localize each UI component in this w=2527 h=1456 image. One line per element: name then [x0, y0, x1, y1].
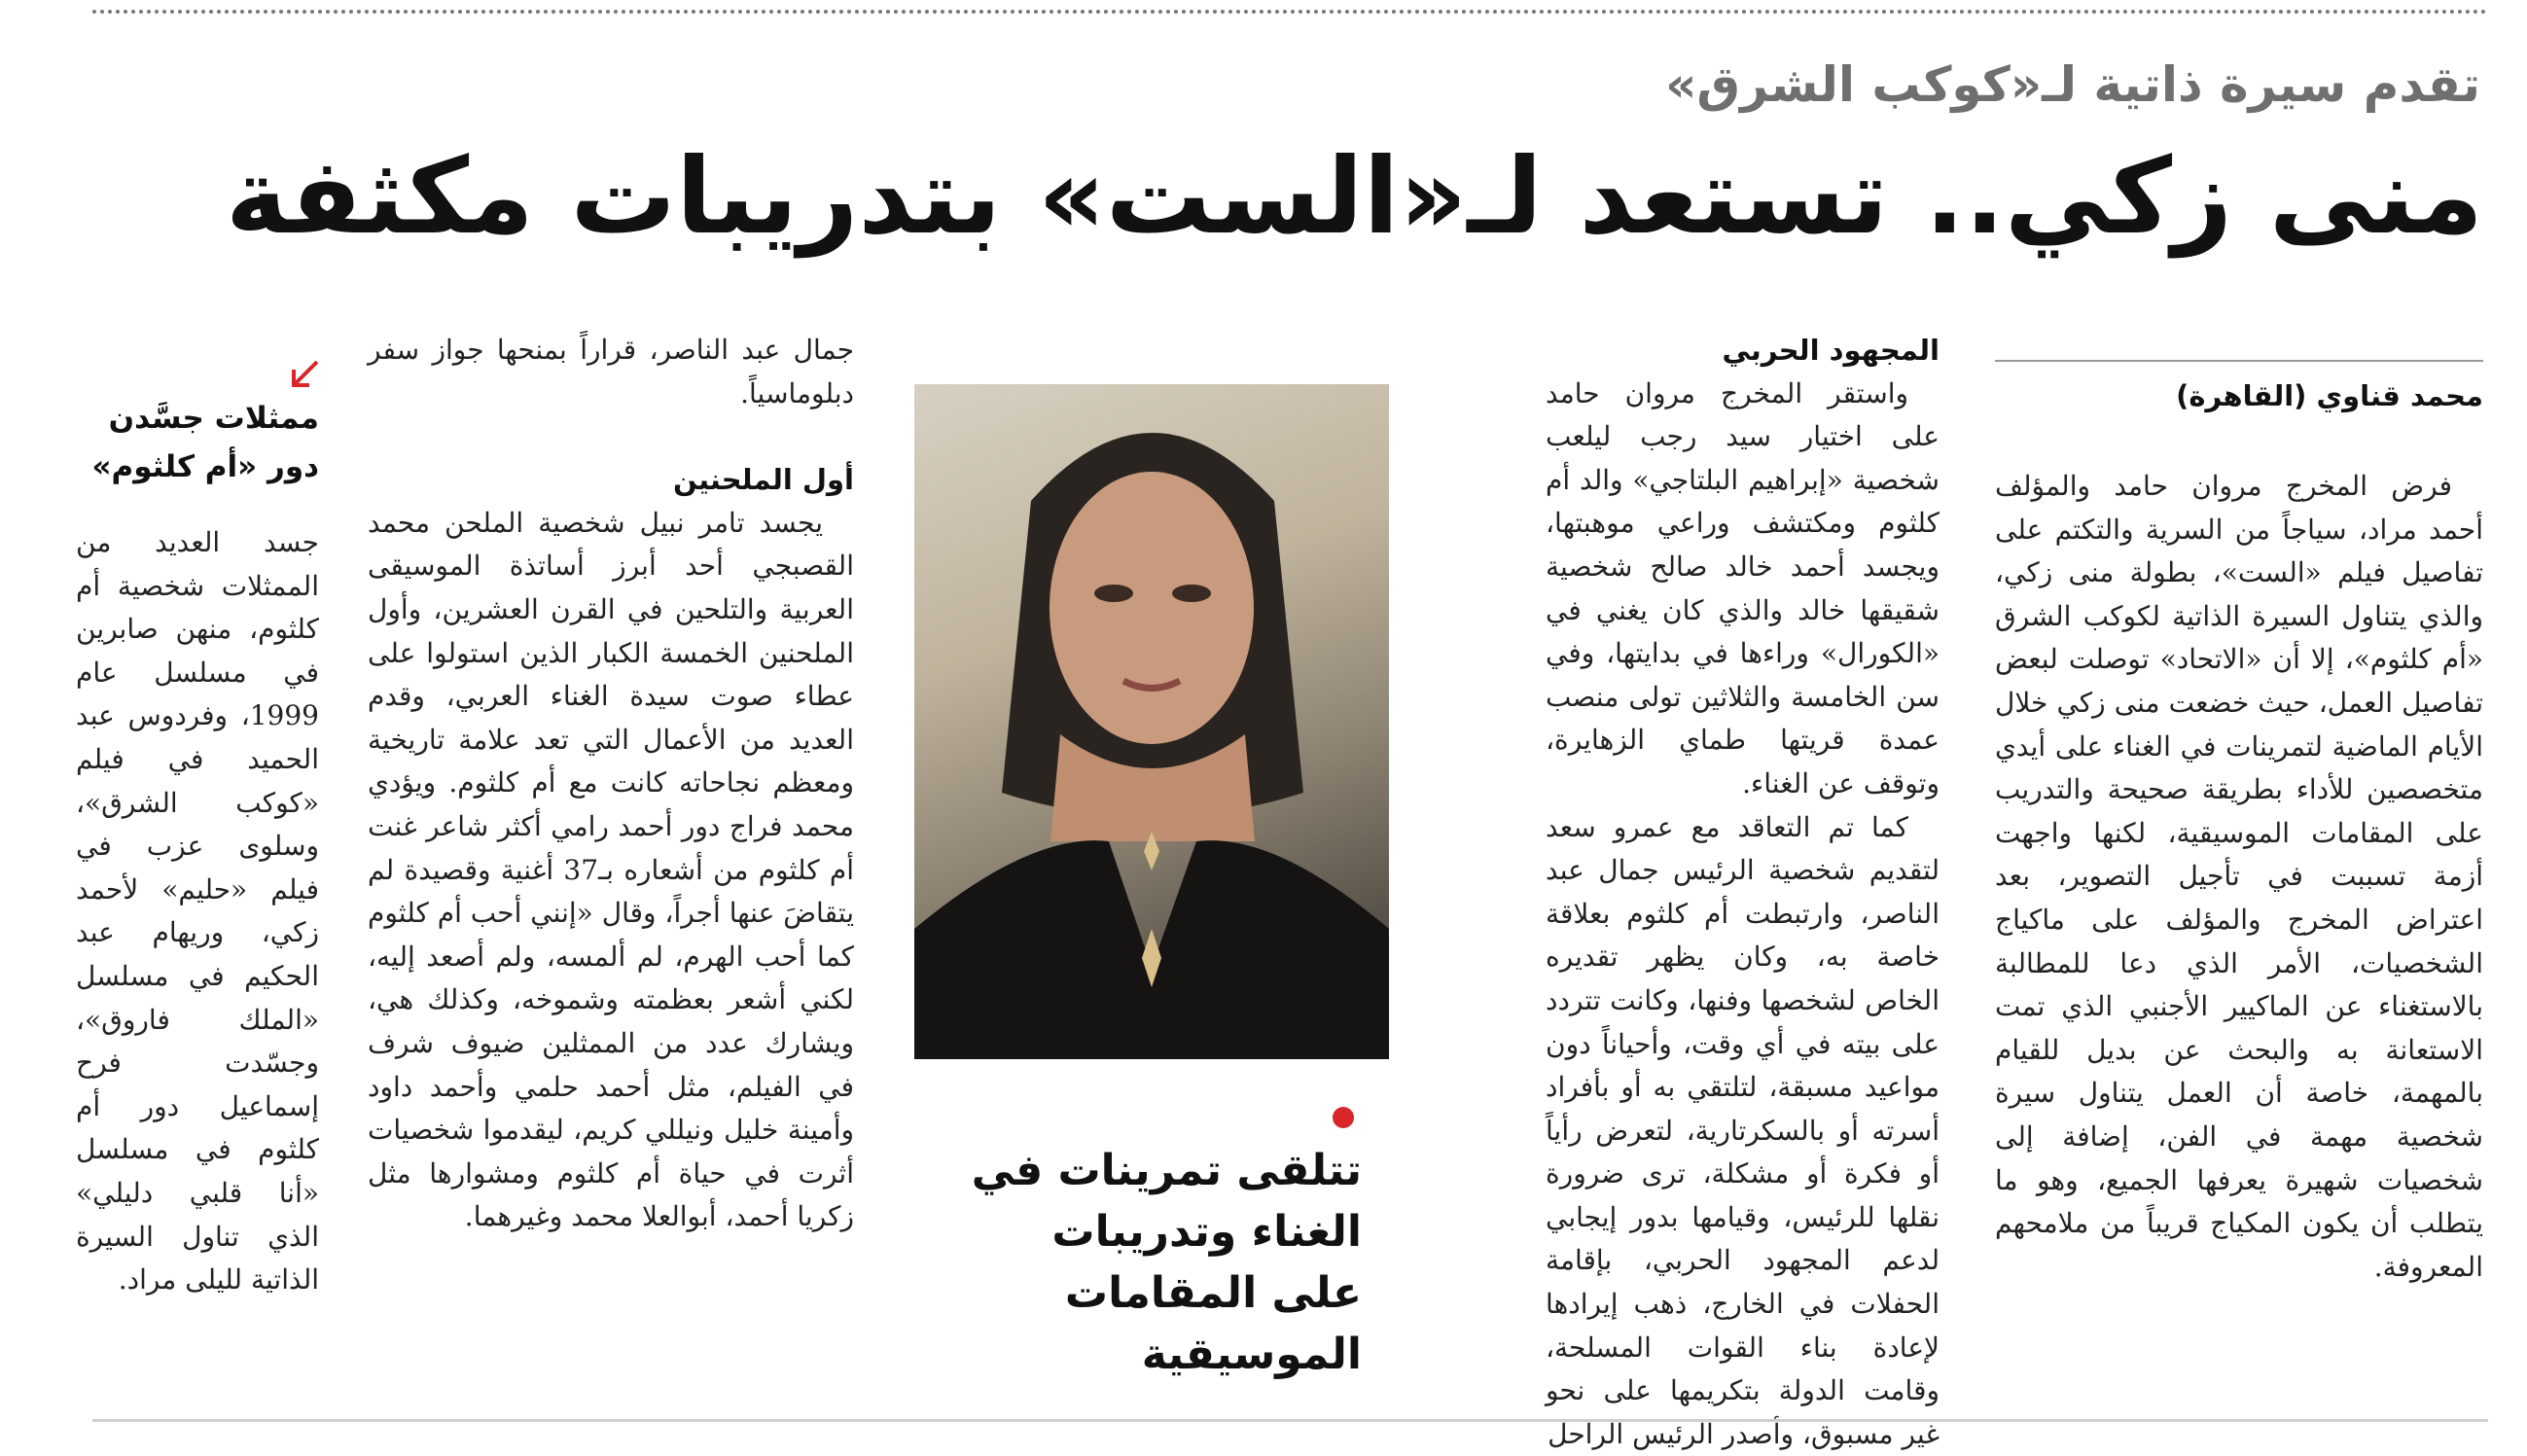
subhead: أول الملحنين	[672, 463, 854, 497]
paragraph: جسد العديد من الممثلات شخصية أم كلثوم، منهن صابرين في مسلسل عام 1999، وفردوس عبد الحميد في فيلم «كوكب الشرق»، وسلوى عزب في فيلم «حليم» لأحمد زكي، وريهام عبد الحكيم في مسلسل «الملك فاروق»، وجسّدت فرح إسماعيل دور أم كلثوم في مسلسل «أنا قلبي دليلي» الذي تناول السيرة الذاتية لليلى مراد.	[76, 526, 319, 1296]
bottom-rule	[92, 1419, 2488, 1422]
top-dotted-rule	[92, 10, 2488, 14]
byline-rule	[1995, 360, 2483, 362]
portrait-illustration	[914, 384, 1389, 1059]
paragraph: فرض المخرج مروان حامد والمؤلف أحمد مراد، سياجاً من السرية والتكتم على تفاصيل فيلم «الست»، بطولة منى زكي، والذي يتناول السيرة الذاتية لكوكب الشرق «أم كلثوم»، إلا أن «الاتحاد» توصلت لبعض تفاصيل العمل، حيث خضعت منى زكي خلال الأيام الماضية لتمرينات في الغناء على أيدي متخصصين للأداء بطريقة صحيحة والتدريب على المقامات الموسيقية، لكنها واجهت أزمة تسببت في تأجيل التصوير، بعد اعتراض المخرج والمؤلف على ماكياج الشخصيات، الأمر الذي دعا للمطالبة بالاستغناء عن الماكيير الأجنبي الذي تمت الاستعانة به والبحث عن بديل للقيام بالمهمة، خاصة أن العمل يتناول سيرة شخصية مهمة في الفن، إضافة إلى شخصيات شهيرة يعرفها الجميع، وهو ما يتطلب أن يكون المكياج قريباً من ملامحهم المعروفة.	[1995, 470, 2483, 1283]
column-3	[368, 329, 854, 1239]
article-photo	[914, 384, 1389, 1059]
headline: منى زكي.. تستعد لـ«الست» بتدريبات مكثفة	[225, 136, 2483, 258]
subhead: المجهود الحربي	[1722, 334, 1940, 367]
paragraph: يجسد تامر نبيل شخصية الملحن محمد القصبجي أحد أبرز أساتذة الموسيقى العربية والتلحين في القرن العشرين، وأول الملحنين الخمسة الكبار الذين استولوا على عطاء صوت سيدة الغناء العربي، وقدم العديد من الأعمال التي تعد علامة تاريخية ومعظم نجاحاته كانت مع أم كلثوم. ويؤدي محمد فراج دور أحمد رامي أكثر شاعر غنت أم كلثوم من أشعاره بـ37 أغنية وقصيدة لم يتقاضَ عنها أجراً، وقال «إنني أحب أم كلثوم كما أحب الهرم، لم ألمسه، ولم أصعد إليه، لكني أشعر بعظمته وشموخه، وكذلك هي، ويشارك عدد من الممثلين ضيوف شرف في الفيلم، مثل أحمد حلمي وأحمد داود وأمينة خليل ونيللي كريم، ليقدموا شخصيات أثرت في حياة أم كلثوم ومشوارها مثل زكريا أحمد، أبوالعلا محمد وغيرهما.	[368, 506, 854, 1233]
sidebar-column	[76, 521, 319, 1302]
paragraph: واستقر المخرج مروان حامد على اختيار سيد رجب ليلعب شخصية «إبراهيم البلتاجي» والد أم كلثوم ومكتشف وراعي موهبتها، ويجسد أحمد خالد صالح شخصية شقيقها خالد والذي كان يغني في «الكورال» وراءها في بدايتها، وفي سن الخامسة والثلاثين تولى منصب عمدة قريتها طماي الزهايرة، وتوقف عن الغناء.	[1546, 376, 1940, 799]
arrow-icon	[288, 358, 321, 391]
sidebar-title: ممثلات جسَّدن دور «أم كلثوم»	[91, 401, 319, 484]
kicker: تقدم سيرة ذاتية لـ«كوكب الشرق»	[1665, 56, 2480, 113]
column-2	[1546, 329, 1940, 1456]
photo-caption: تتلقى تمرينات في الغناء وتدريبات على المقامات الموسيقية	[971, 1146, 1362, 1379]
paragraph: جمال عبد الناصر، قراراً بمنحها جواز سفر دبلوماسياً.	[368, 334, 854, 409]
red-dot-marker	[1333, 1107, 1354, 1128]
paragraph: كما تم التعاقد مع عمرو سعد لتقديم شخصية الرئيس جمال عبد الناصر، وارتبطت أم كلثوم بعلاقة خاصة به، وكان يظهر تقديره الخاص لشخصها وفنها، وكانت تتردد على بيته في أي وقت، وأحياناً دون مواعيد مسبقة، لتلتقي به أو بأفراد أسرته أو بالسكرتارية، لتعرض رأياً أو فكرة أو مشكلة، ترى ضرورة نقلها للرئيس، وقيامها بدور إيجابي لدعم المجهود الحربي، بإقامة الحفلات في الخارج، ذهب إيرادها لإعادة بناء القوات المسلحة، وقامت الدولة بتكريمها على نحو غير مسبوق، وأصدر الرئيس الراحل	[1546, 810, 1940, 1450]
column-1	[1995, 465, 2483, 1289]
byline: محمد قناوي (القاهرة)	[2176, 379, 2483, 412]
